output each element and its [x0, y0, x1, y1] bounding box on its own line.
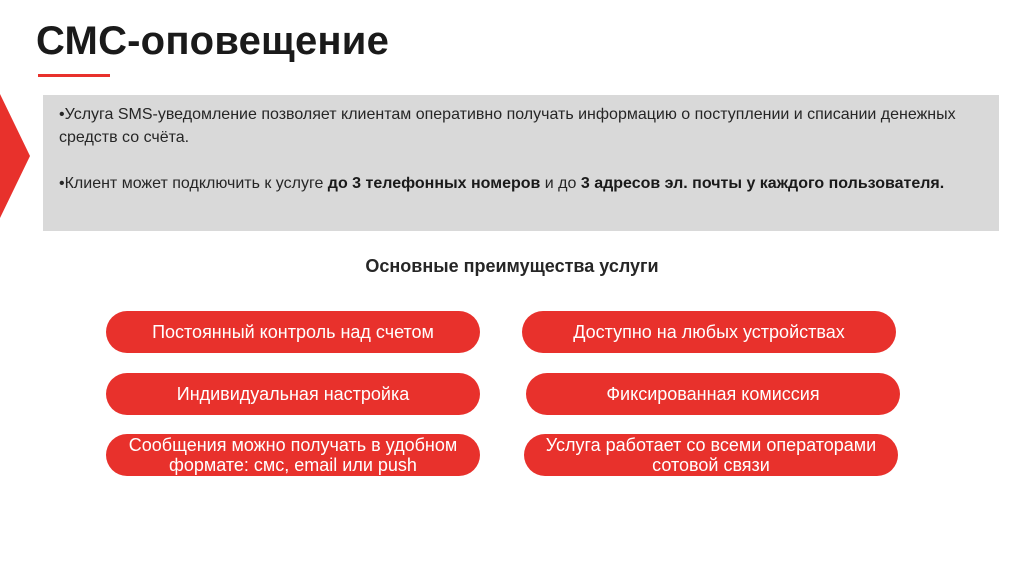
advantage-pill-formats: Сообщения можно получать в удобном формате: смс, email или push: [106, 434, 480, 476]
info-paragraph-2: [59, 172, 983, 195]
advantage-pill-control: Постоянный контроль над счетом: [106, 311, 480, 353]
info-bold-phones: до 3 телефонных номеров: [327, 175, 541, 192]
advantage-pill-operators: Услуга работает со всеми операторами сотовой связи: [524, 434, 898, 476]
page-title: СМС-оповещение: [36, 19, 390, 63]
advantage-pill-customization: Индивидуальная настройка: [106, 373, 480, 415]
advantage-pill-fixed-fee: Фиксированная комиссия: [526, 373, 900, 415]
side-arrow-icon: [0, 94, 30, 218]
advantages-heading: Основные преимущества услуги: [365, 256, 659, 276]
info-bold-emails: 3 адресов эл. почты у каждого пользователя.: [580, 175, 945, 192]
info-box: [43, 95, 999, 231]
info-paragraph-1: •Услуга SMS-уведомление позволяет клиентам оперативно получать информацию о поступлении и списании денежных средств со счёта.: [59, 106, 956, 146]
info-text-part1: •Клиент может подключить к услуге: [59, 175, 328, 192]
advantage-pill-devices: Доступно на любых устройствах: [522, 311, 896, 353]
title-underline: [38, 74, 110, 77]
info-text-part2: и до: [540, 175, 581, 192]
